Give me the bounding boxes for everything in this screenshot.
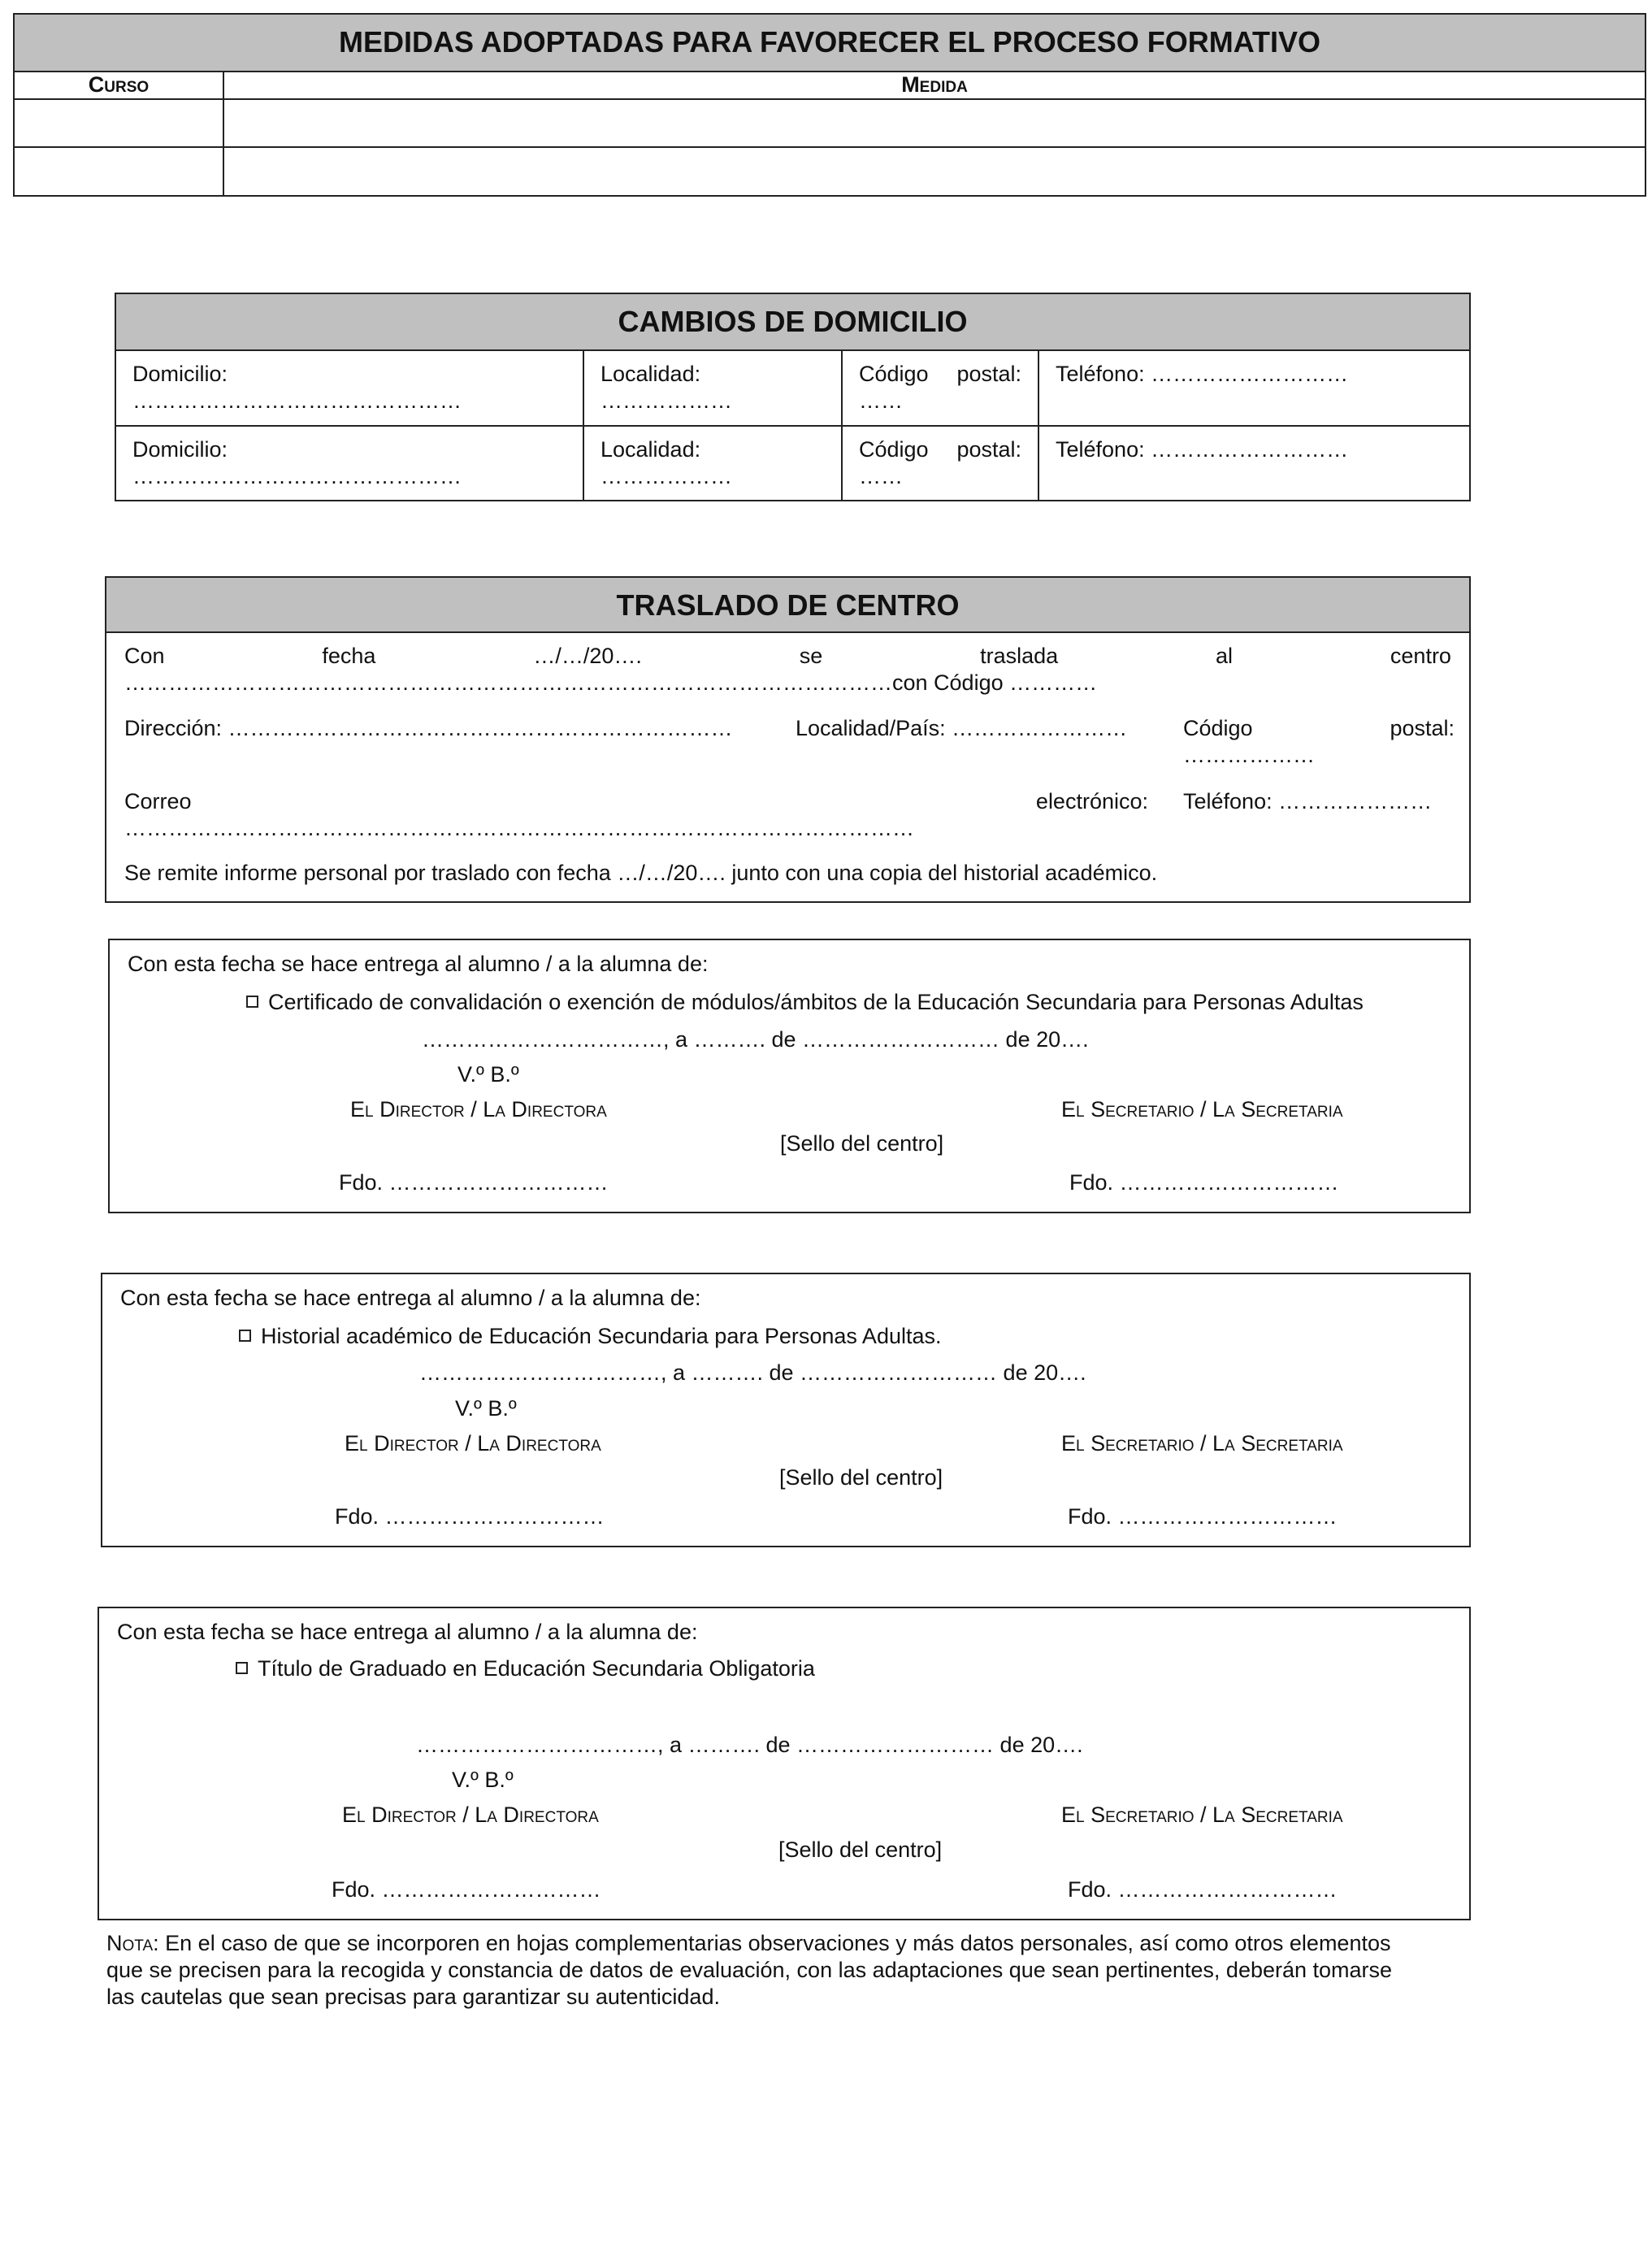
domicilio-title: CAMBIOS DE DOMICILIO	[115, 293, 1470, 350]
medida-cell[interactable]	[223, 99, 1645, 148]
secretario-label: El Secretario / La Secretaria	[1061, 1803, 1343, 1827]
place-date-line: ……………………………, a ………. de ……………………… de 20….	[416, 1733, 1083, 1757]
entrega-intro: Con esta fecha se hace entrega al alumno / a la alumna de:	[128, 952, 709, 976]
fdo-secretario-field[interactable]: Fdo. …………………………	[1069, 1170, 1339, 1195]
entrega-certificado-section	[108, 939, 1471, 1213]
localidad-cell[interactable]: Localidad: ………………	[583, 350, 842, 426]
fdo-secretario-field[interactable]: Fdo. …………………………	[1068, 1877, 1338, 1902]
fdo-director-field[interactable]: Fdo. …………………………	[335, 1504, 605, 1529]
place-date-line: ……………………………, a ………. de ……………………… de 20….	[419, 1360, 1086, 1385]
checkbox-icon[interactable]	[246, 996, 258, 1008]
domicilio-section	[115, 293, 1471, 501]
curso-cell[interactable]	[14, 147, 223, 196]
telefono-cell[interactable]: Teléfono: ………………………	[1038, 350, 1470, 426]
curso-header: Curso	[14, 72, 223, 99]
traslado-correo-row	[124, 788, 1451, 842]
sello-label: [Sello del centro]	[779, 1465, 943, 1490]
medida-header: Medida	[223, 72, 1645, 99]
medidas-table	[13, 13, 1646, 197]
domicilio-cell[interactable]: Domicilio: ………………………………………	[115, 350, 583, 426]
fdo-secretario-field[interactable]: Fdo. …………………………	[1068, 1504, 1338, 1529]
nota-paragraph: Nota: En el caso de que se incorporen en hojas complementarias observaciones y más datos personales, así como otros elementos que se precisen para la recogida y constancia de datos de evaluación, con las adaptaciones que sean pertinentes, deberán tomarse las cautelas que sean precisas para garantizar su autenticidad.	[106, 1931, 1393, 2009]
entrega-historial-section	[101, 1273, 1471, 1547]
traslado-line-1b: ……………………………………………………………………………………………con Código …………	[124, 670, 1098, 695]
codigo-postal-cell[interactable]: Código postal: ……	[842, 426, 1038, 501]
fdo-director-field[interactable]: Fdo. …………………………	[332, 1877, 601, 1902]
medidas-title-text: MEDIDAS ADOPTADAS PARA FAVORECER EL PROCESO FORMATIVO	[338, 25, 1321, 59]
secretario-label: El Secretario / La Secretaria	[1061, 1097, 1343, 1121]
entrega-item: Título de Graduado en Educación Secundaria Obligatoria	[236, 1655, 815, 1682]
secretario-label: El Secretario / La Secretaria	[1061, 1431, 1343, 1456]
domicilio-row	[115, 350, 1470, 426]
codigo-postal-field[interactable]: Código postal: ………………	[1183, 716, 1455, 767]
codigo-postal-cell[interactable]: Código postal: ……	[842, 350, 1038, 426]
telefono-cell[interactable]: Teléfono: ………………………	[1038, 426, 1470, 501]
entrega-intro: Con esta fecha se hace entrega al alumno / a la alumna de:	[117, 1620, 698, 1644]
traslado-remite: Se remite informe personal por traslado con fecha …/…/20…. junto con una copia del historial académico.	[124, 861, 1158, 885]
traslado-section	[105, 576, 1471, 903]
director-label: El Director / La Directora	[342, 1803, 599, 1827]
traslado-title: TRASLADO DE CENTRO	[106, 578, 1469, 633]
checkbox-icon[interactable]	[239, 1330, 251, 1342]
checkbox-icon[interactable]	[236, 1662, 248, 1674]
medidas-section	[13, 13, 1646, 197]
traslado-direccion-row	[124, 715, 1455, 769]
entrega-intro: Con esta fecha se hace entrega al alumno / a la alumna de:	[120, 1286, 701, 1310]
localidad-pais-field[interactable]: Localidad/País: ……………………	[796, 716, 1128, 740]
domicilio-cell[interactable]: Domicilio: ………………………………………	[115, 426, 583, 501]
visto-bueno: V.º B.º	[455, 1396, 517, 1421]
director-label: El Director / La Directora	[345, 1431, 601, 1456]
telefono-field[interactable]: Teléfono: …………………	[1183, 789, 1433, 813]
nota-label: Nota	[106, 1931, 154, 1955]
traslado-line-1: Con fecha …/…/20…. se traslada al centro	[124, 644, 1451, 668]
medidas-title	[14, 14, 1645, 72]
curso-cell[interactable]	[14, 99, 223, 148]
entrega-item: Certificado de convalidación o exención de módulos/ámbitos de la Educación Secundaria para Personas Adultas	[246, 989, 1364, 1016]
sello-label: [Sello del centro]	[780, 1131, 944, 1156]
traslado-body	[106, 633, 1469, 887]
visto-bueno: V.º B.º	[452, 1768, 514, 1792]
entrega-titulo-section	[98, 1607, 1471, 1920]
entrega-item: Historial académico de Educación Secundaria para Personas Adultas.	[239, 1323, 942, 1350]
place-date-line: ……………………………, a ………. de ……………………… de 20….	[422, 1027, 1089, 1052]
visto-bueno: V.º B.º	[457, 1062, 519, 1087]
director-label: El Director / La Directora	[350, 1097, 607, 1121]
localidad-cell[interactable]: Localidad: ………………	[583, 426, 842, 501]
domicilio-table	[115, 293, 1471, 501]
correo-field[interactable]: Correo electrónico: ………………………………………………………………………………………………	[124, 789, 1148, 840]
fdo-director-field[interactable]: Fdo. …………………………	[339, 1170, 609, 1195]
domicilio-row	[115, 426, 1470, 501]
sello-label: [Sello del centro]	[778, 1837, 943, 1862]
medida-cell[interactable]	[223, 147, 1645, 196]
direccion-field[interactable]: Dirección: ……………………………………………………………	[124, 716, 733, 740]
